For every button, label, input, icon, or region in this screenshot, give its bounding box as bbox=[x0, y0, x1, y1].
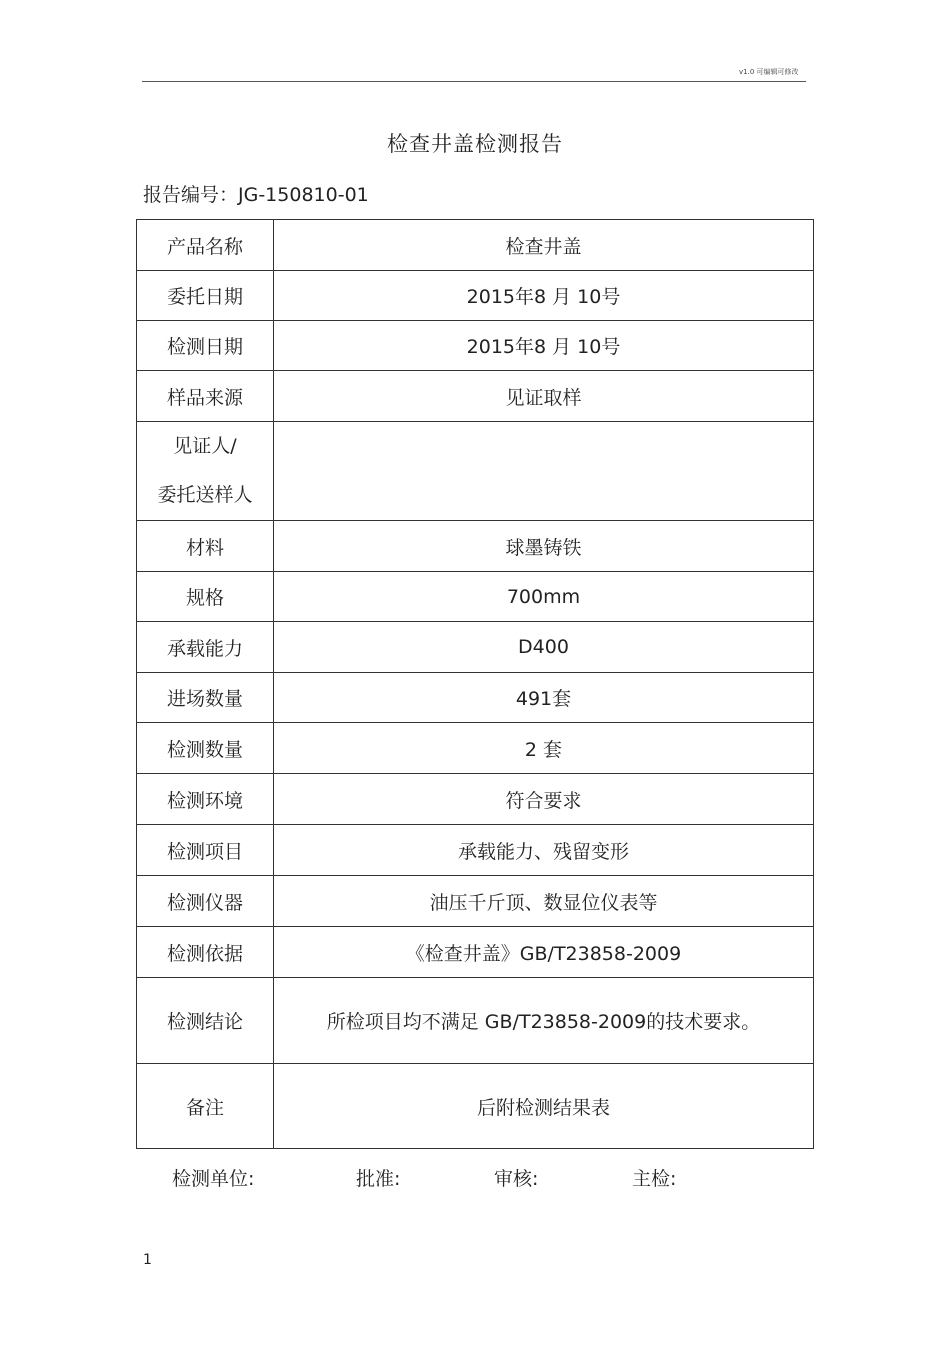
row-label: 备注 bbox=[137, 1064, 274, 1149]
row-label: 产品名称 bbox=[137, 220, 274, 271]
table-row bbox=[137, 1064, 814, 1149]
row-label: 检测日期 bbox=[137, 321, 274, 371]
row-value: 2015年8 月 10号 bbox=[274, 271, 814, 321]
table-row bbox=[137, 220, 814, 271]
row-value: 491套 bbox=[274, 673, 814, 723]
table-row bbox=[137, 371, 814, 422]
row-value: 球墨铸铁 bbox=[274, 521, 814, 572]
table-row bbox=[137, 673, 814, 723]
row-value: 检查井盖 bbox=[274, 220, 814, 271]
row-value: 见证取样 bbox=[274, 371, 814, 422]
table-row bbox=[137, 774, 814, 825]
row-label-line: 见证人/ bbox=[173, 435, 237, 457]
table-row bbox=[137, 622, 814, 673]
row-label: 检测结论 bbox=[137, 978, 274, 1064]
table-row bbox=[137, 876, 814, 927]
row-label: 规格 bbox=[137, 572, 274, 622]
row-label: 委托日期 bbox=[137, 271, 274, 321]
row-value: 所检项目均不满足 GB/T23858-2009的技术要求。 bbox=[274, 978, 814, 1064]
table-row bbox=[137, 271, 814, 321]
row-value: 《检查井盖》GB/T23858-2009 bbox=[274, 927, 814, 978]
row-value bbox=[274, 422, 814, 521]
row-value: 2 套 bbox=[274, 723, 814, 774]
row-value: 700mm bbox=[274, 572, 814, 622]
header-version-note: v1.0 可编辑可修改 bbox=[739, 68, 799, 76]
row-label: 检测环境 bbox=[137, 774, 274, 825]
row-label: 材料 bbox=[137, 521, 274, 572]
row-label: 检测项目 bbox=[137, 825, 274, 876]
table-row bbox=[137, 422, 814, 521]
row-value: D400 bbox=[274, 622, 814, 673]
row-label: 检测数量 bbox=[137, 723, 274, 774]
row-value: 符合要求 bbox=[274, 774, 814, 825]
table-row bbox=[137, 978, 814, 1064]
row-label: 样品来源 bbox=[137, 371, 274, 422]
row-value: 2015年8 月 10号 bbox=[274, 321, 814, 371]
footer-inspector: 主检: bbox=[632, 1168, 677, 1190]
row-value: 后附检测结果表 bbox=[274, 1064, 814, 1149]
page-title: 检查井盖检测报告 bbox=[387, 132, 563, 156]
row-label bbox=[137, 422, 274, 521]
row-label: 检测仪器 bbox=[137, 876, 274, 927]
footer-testing-unit: 检测单位: bbox=[172, 1168, 255, 1190]
table-row bbox=[137, 927, 814, 978]
page-number: 1 bbox=[143, 1252, 152, 1268]
table-row bbox=[137, 723, 814, 774]
footer-approve: 批准: bbox=[356, 1168, 401, 1190]
row-label: 承载能力 bbox=[137, 622, 274, 673]
report-table bbox=[136, 219, 814, 1149]
row-label: 检测依据 bbox=[137, 927, 274, 978]
row-label-line: 委托送样人 bbox=[157, 484, 253, 506]
row-value: 承载能力、残留变形 bbox=[274, 825, 814, 876]
footer-review: 审核: bbox=[494, 1168, 539, 1190]
table-row bbox=[137, 321, 814, 371]
table-row bbox=[137, 521, 814, 572]
row-value: 油压千斤顶、数显位仪表等 bbox=[274, 876, 814, 927]
header-rule bbox=[142, 81, 806, 82]
table-row bbox=[137, 572, 814, 622]
report-number: 报告编号：JG-150810-01 bbox=[143, 184, 369, 206]
table-row bbox=[137, 825, 814, 876]
row-label: 进场数量 bbox=[137, 673, 274, 723]
